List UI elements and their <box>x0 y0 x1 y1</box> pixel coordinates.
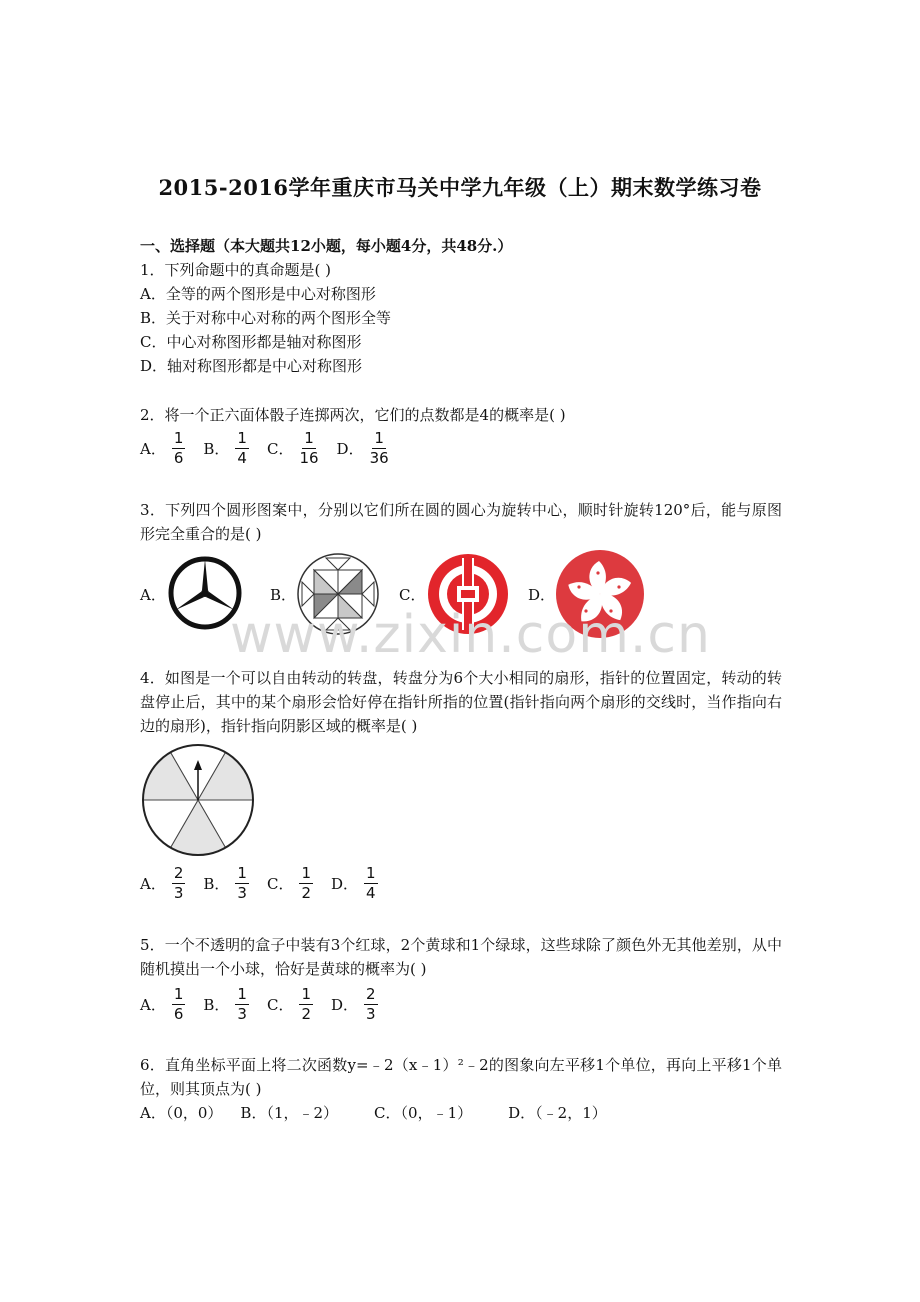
option-label: B． <box>203 440 230 458</box>
fraction-denominator: 3 <box>173 884 184 902</box>
option-label: B． <box>203 875 230 893</box>
option-label: A． <box>140 440 166 458</box>
fraction-denominator: 4 <box>237 449 247 467</box>
fraction-numerator: 1 <box>237 429 247 447</box>
q2-option-b <box>203 430 249 467</box>
q4-option-a <box>140 865 185 902</box>
fraction-denominator: 6 <box>173 1005 184 1023</box>
q6-options <box>140 1102 607 1123</box>
fraction-numerator: 1 <box>237 864 247 882</box>
option-label: A． <box>140 875 166 893</box>
q1-option-a: A．全等的两个图形是中心对称图形 <box>140 285 376 303</box>
q4-option-b <box>203 865 249 902</box>
q1-option-d: D．轴对称图形都是中心对称图形 <box>140 357 363 375</box>
fraction-denominator: 6 <box>173 449 184 467</box>
fraction-numerator: 1 <box>237 985 247 1003</box>
fraction-numerator: 2 <box>366 985 376 1003</box>
q3-option-d-label: D． <box>528 586 556 604</box>
q5-option-c <box>267 986 313 1023</box>
fraction-numerator: 2 <box>173 864 184 882</box>
fraction-denominator: 16 <box>299 449 319 467</box>
q3-stem: 3．下列四个圆形图案中，分别以它们所在圆的圆心为旋转中心，顺时针旋转120°后，能与原图形完全重合的是( ) <box>140 501 782 543</box>
q3-option-c-label: C． <box>399 586 426 604</box>
q4-options <box>140 865 396 902</box>
q4-option-d <box>331 865 378 902</box>
q6-option-d: D．（﹣2，1） <box>508 1104 607 1122</box>
q2-option-a <box>140 430 185 467</box>
q5-option-b <box>203 986 249 1023</box>
q1-stem: 1．下列命题中的真命题是( ) <box>140 261 332 279</box>
q5-options <box>140 986 396 1023</box>
section-heading: 一、选择题（本大题共12小题，每小题4分，共48分.） <box>140 237 513 255</box>
fraction-numerator: 1 <box>173 429 184 447</box>
fraction-denominator: 4 <box>366 884 376 902</box>
option-label: A． <box>140 996 166 1014</box>
option-label: D． <box>331 996 359 1014</box>
option-label: C． <box>266 875 294 893</box>
q2-stem: 2．将一个正六面体骰子连掷两次，它们的点数都是4的概率是( ) <box>140 406 566 424</box>
fraction-numerator: 1 <box>374 429 384 447</box>
q2-option-d <box>337 430 389 467</box>
fraction-denominator: 2 <box>301 1005 311 1023</box>
q6-option-b: B．（1，﹣2） <box>240 1104 339 1122</box>
q3-option-a-label: A． <box>140 586 166 604</box>
q6-option-a: A．（0，0） <box>140 1104 223 1122</box>
option-label: D． <box>331 875 359 893</box>
q4-option-c <box>267 865 313 902</box>
fraction-numerator: 1 <box>304 429 314 447</box>
q5-option-a <box>140 986 185 1023</box>
q4-stem: 4．如图是一个可以自由转动的转盘，转盘分为6个大小相同的扇形，指针的位置固定，转动的转盘停止后，其中的某个扇形会恰好停在指针所指的位置(指针指向两个扇形的交线时，当作指向右边的扇形)，指针指向阴影区域的概率是( ) <box>140 669 782 735</box>
fraction-denominator: 2 <box>301 884 311 902</box>
q2-options <box>140 430 407 467</box>
q5-option-d <box>331 986 378 1023</box>
fraction-denominator: 3 <box>366 1005 376 1023</box>
option-label: D． <box>336 440 364 458</box>
option-label: B． <box>203 996 230 1014</box>
q6-option-c: C．（0，﹣1） <box>374 1104 473 1122</box>
page-title: 2015-2016学年重庆市马关中学九年级（上）期末数学练习卷 <box>158 175 762 200</box>
q1-option-b: B．关于对称中心对称的两个图形全等 <box>140 309 392 327</box>
spinner-wheel-figure <box>140 742 256 858</box>
q1-option-c: C．中心对称图形都是轴对称图形 <box>140 333 362 351</box>
q6-stem: 6．直角坐标平面上将二次函数y=﹣2（x﹣1）²﹣2的图象向左平移1个单位，再向上平移1个单位，则其顶点为( ) <box>140 1056 782 1098</box>
fraction-numerator: 1 <box>301 985 311 1003</box>
fraction-denominator: 3 <box>237 884 247 902</box>
fraction-denominator: 36 <box>369 449 389 467</box>
q3-option-b-label: B． <box>270 586 297 604</box>
option-label: C． <box>266 996 294 1014</box>
q5-stem: 5．一个不透明的盒子中装有3个红球，2个黄球和1个绿球，这些球除了颜色外无其他差别，从中随机摸出一个小球，恰好是黄球的概率为( ) <box>140 936 782 978</box>
watermark: www.zixin.com.cn <box>230 605 711 665</box>
fraction-numerator: 1 <box>366 864 376 882</box>
fraction-denominator: 3 <box>237 1005 247 1023</box>
fraction-numerator: 1 <box>301 864 311 882</box>
fraction-numerator: 1 <box>173 985 184 1003</box>
q2-option-c <box>267 430 319 467</box>
option-label: C． <box>266 440 294 458</box>
